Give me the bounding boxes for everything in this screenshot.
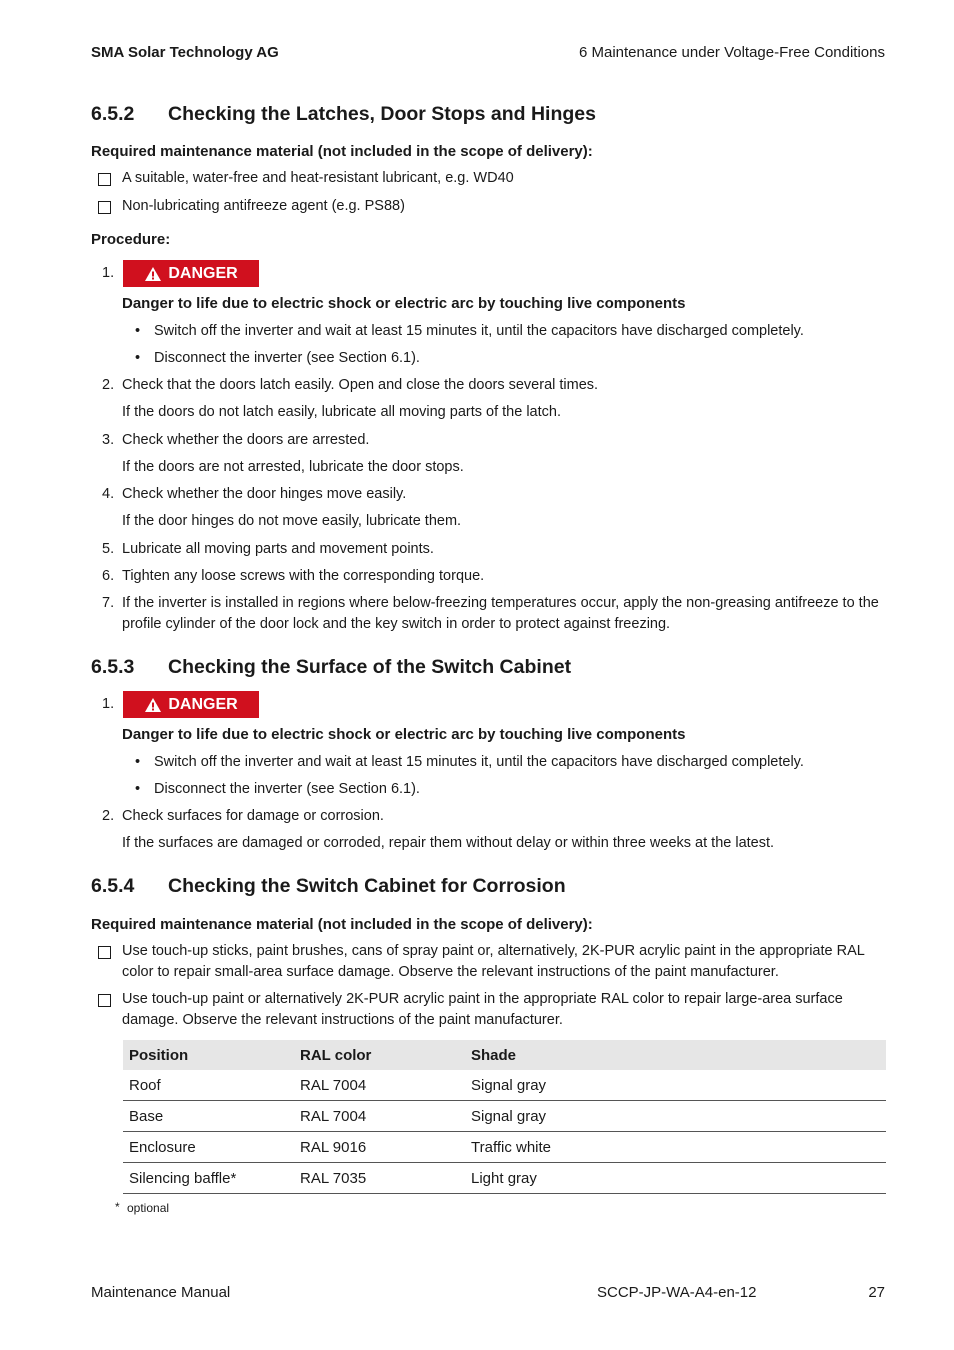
table-row	[123, 1163, 886, 1194]
checkbox-icon	[98, 994, 111, 1007]
step-text: Check whether the door hinges move easily.	[122, 486, 407, 502]
footer-doc-code: SCCP-JP-WA-A4-en-12	[597, 1284, 757, 1301]
table-row	[123, 1132, 886, 1163]
bullet-item: Disconnect the inverter (see Section 6.1).	[154, 350, 420, 366]
checkbox-icon	[98, 946, 111, 959]
page-number: 27	[868, 1284, 885, 1301]
procedure-label: Procedure:	[91, 231, 171, 248]
step-number: 2.	[102, 377, 115, 393]
table-cell: Signal gray	[465, 1070, 886, 1101]
step-number: 3.	[102, 432, 115, 448]
step-subtext: If the door hinges do not move easily, lubricate them.	[122, 513, 462, 529]
table-cell: Signal gray	[465, 1101, 886, 1132]
section-heading: Checking the Latches, Door Stops and Hinges	[168, 103, 596, 125]
table-cell: Roof	[123, 1070, 294, 1101]
step-number: 1.	[102, 696, 115, 712]
column-header: Shade	[465, 1040, 886, 1070]
header-company: SMA Solar Technology AG	[91, 44, 279, 61]
section-title-654	[91, 875, 566, 898]
danger-title: Danger to life due to electric shock or electric arc by touching live components	[122, 726, 686, 743]
step-text: If the inverter is installed in regions where below-freezing temperatures occur, apply the non-greasing antifreeze to the profile cylinder of the door lock and the key switch in order to protect against freezing.	[122, 595, 879, 632]
section-number: 6.5.3	[91, 656, 135, 678]
requirement-item: Non-lubricating antifreeze agent (e.g. PS88)	[122, 198, 405, 214]
required-material-label: Required maintenance material (not included in the scope of delivery):	[91, 916, 593, 933]
bullet-icon: •	[135, 754, 141, 770]
table-header-row	[123, 1040, 886, 1070]
bullet-icon: •	[135, 781, 141, 797]
footnote-mark: *	[115, 1200, 120, 1214]
checkbox-icon	[98, 173, 111, 186]
step-subtext: If the doors are not arrested, lubricate the door stops.	[122, 459, 464, 475]
requirement-item: Use touch-up sticks, paint brushes, cans of spray paint or, alternatively, 2K-PUR acrylic paint in the appropriate RAL color to repair small-area surface damage. Observe the relevant instructions of the paint manufacturer.	[122, 943, 865, 980]
step-subtext: If the doors do not latch easily, lubricate all moving parts of the latch.	[122, 404, 561, 420]
section-number: 6.5.4	[91, 875, 135, 897]
bullet-icon: •	[135, 323, 141, 339]
section-title-653	[91, 656, 571, 679]
step-text: Check surfaces for damage or corrosion.	[122, 808, 384, 824]
requirement-item: Use touch-up paint or alternatively 2K-PUR acrylic paint in the appropriate RAL color to repair large-area surface damage. Observe the relevant instructions of the paint manufacturer.	[122, 991, 843, 1028]
danger-title: Danger to life due to electric shock or electric arc by touching live components	[122, 295, 686, 312]
required-material-label: Required maintenance material (not included in the scope of delivery):	[91, 143, 593, 160]
table-cell: RAL 9016	[294, 1132, 465, 1163]
column-header: RAL color	[294, 1040, 465, 1070]
table-row	[123, 1070, 886, 1101]
step-subtext: If the surfaces are damaged or corroded, repair them without delay or within three weeks at the latest.	[122, 835, 775, 851]
step-text: Lubricate all moving parts and movement points.	[122, 541, 434, 557]
step-text: Check that the doors latch easily. Open and close the doors several times.	[122, 377, 599, 393]
danger-badge	[123, 260, 259, 287]
section-title-652	[91, 103, 596, 126]
section-number: 6.5.2	[91, 103, 135, 125]
table-cell: RAL 7035	[294, 1163, 465, 1194]
checkbox-icon	[98, 201, 111, 214]
danger-label: DANGER	[168, 264, 238, 282]
step-number: 7.	[102, 595, 115, 611]
danger-label: DANGER	[168, 695, 238, 713]
step-number: 1.	[102, 265, 115, 281]
warning-icon	[144, 697, 162, 713]
table-cell: RAL 7004	[294, 1101, 465, 1132]
table-cell: Enclosure	[123, 1132, 294, 1163]
step-number: 5.	[102, 541, 115, 557]
table-cell: RAL 7004	[294, 1070, 465, 1101]
requirement-item: A suitable, water-free and heat-resistant lubricant, e.g. WD40	[122, 170, 514, 186]
step-number: 2.	[102, 808, 115, 824]
bullet-item: Disconnect the inverter (see Section 6.1).	[154, 781, 420, 797]
section-heading: Checking the Surface of the Switch Cabinet	[168, 656, 572, 678]
step-number: 6.	[102, 568, 115, 584]
section-heading: Checking the Switch Cabinet for Corrosion	[168, 875, 566, 897]
bullet-item: Switch off the inverter and wait at least 15 minutes it, until the capacitors have discharged completely.	[154, 323, 804, 339]
warning-icon	[144, 266, 162, 282]
step-text: Tighten any loose screws with the corresponding torque.	[122, 568, 485, 584]
step-number: 4.	[102, 486, 115, 502]
step-text: Check whether the doors are arrested.	[122, 432, 370, 448]
footnote: optional	[127, 1201, 170, 1215]
table-cell: Light gray	[465, 1163, 886, 1194]
column-header: Position	[123, 1040, 294, 1070]
danger-badge	[123, 691, 259, 718]
table-cell: Silencing baffle*	[123, 1163, 294, 1194]
bullet-icon: •	[135, 350, 141, 366]
table-cell: Traffic white	[465, 1132, 886, 1163]
ral-color-table	[123, 1040, 886, 1194]
header-chapter: 6 Maintenance under Voltage-Free Conditions	[578, 44, 885, 61]
table-cell: Base	[123, 1101, 294, 1132]
bullet-item: Switch off the inverter and wait at least 15 minutes it, until the capacitors have discharged completely.	[154, 754, 804, 770]
footer-manual: Maintenance Manual	[91, 1284, 231, 1301]
table-row	[123, 1101, 886, 1132]
